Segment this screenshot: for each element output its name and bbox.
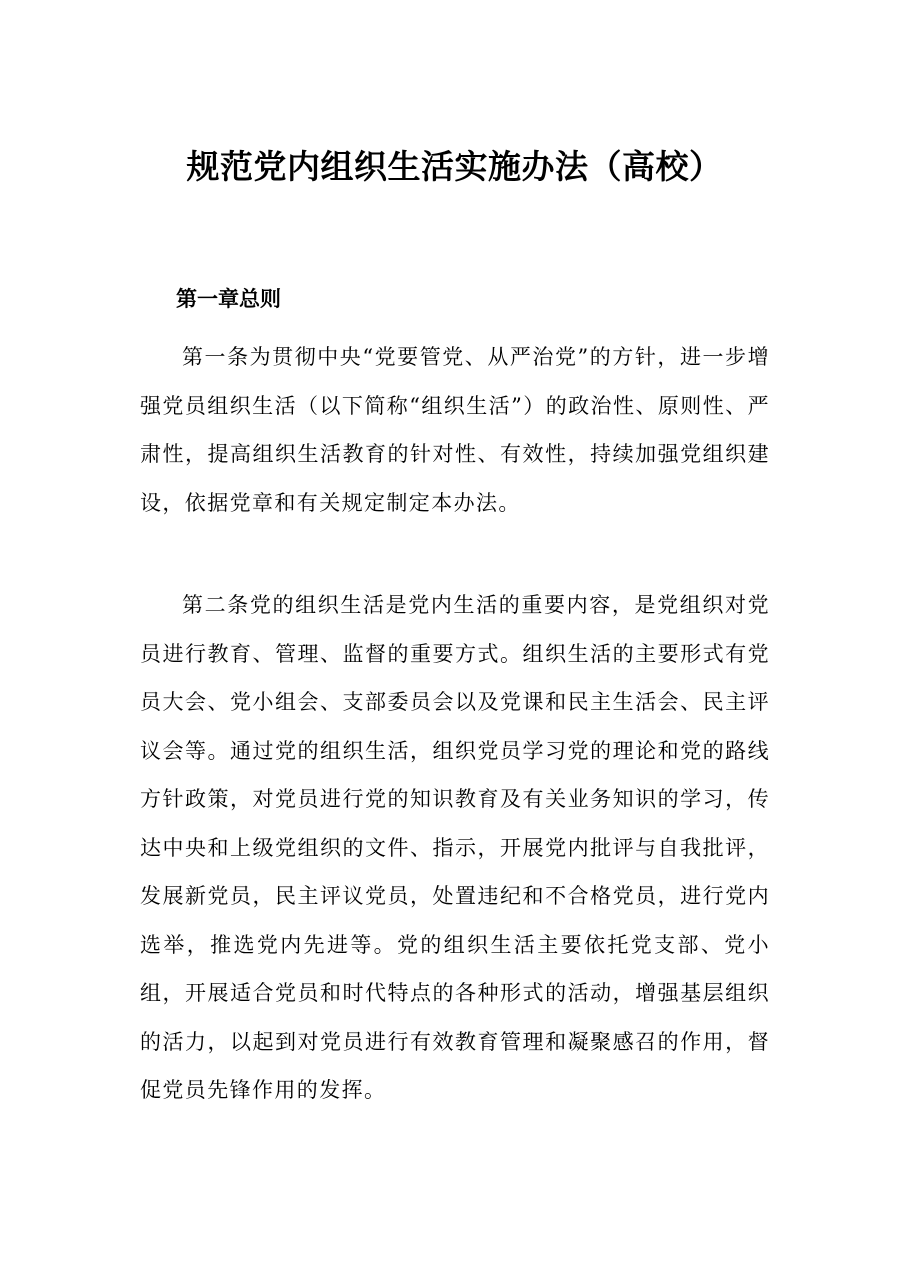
chapter-heading: 第一章总则 [176, 287, 281, 311]
document-title: 规范党内组织生活实施办法（高校） [186, 147, 723, 186]
article-paragraph-2: 第二条党的组织生活是党内生活的重要内容，是党组织对党员进行教育、管理、监督的重要方式。组织生活的主要形式有党员大会、党小组会、支部委员会以及党课和民主生活会、民主评议会等。通过党的组织生活，组织党员学习党的理论和党的路线方针政策，对党员进行党的知识教育及有关业务知识的学习，传达中央和上级党组织的文件、指示，开展党内批评与自我批评，发展新党员，民主评议党员，处置违纪和不合格党员，进行党内选举，推选党内先进等。党的组织生活主要依托党支部、党小组，开展适合党员和时代特点的各种形式的活动，增强基层组织的活力，以起到对党员进行有效教育管理和凝聚感召的作用，督促党员先锋作用的发挥。 [140, 593, 770, 1102]
article-paragraph-1: 第一条为贯彻中央“党要管党、从严治党”的方针，进一步增强党员组织生活（以下简称“组织生活”）的政治性、原则性、严肃性，提高组织生活教育的针对性、有效性，持续加强党组织建设，依据党章和有关规定制定本办法。 [140, 345, 770, 515]
